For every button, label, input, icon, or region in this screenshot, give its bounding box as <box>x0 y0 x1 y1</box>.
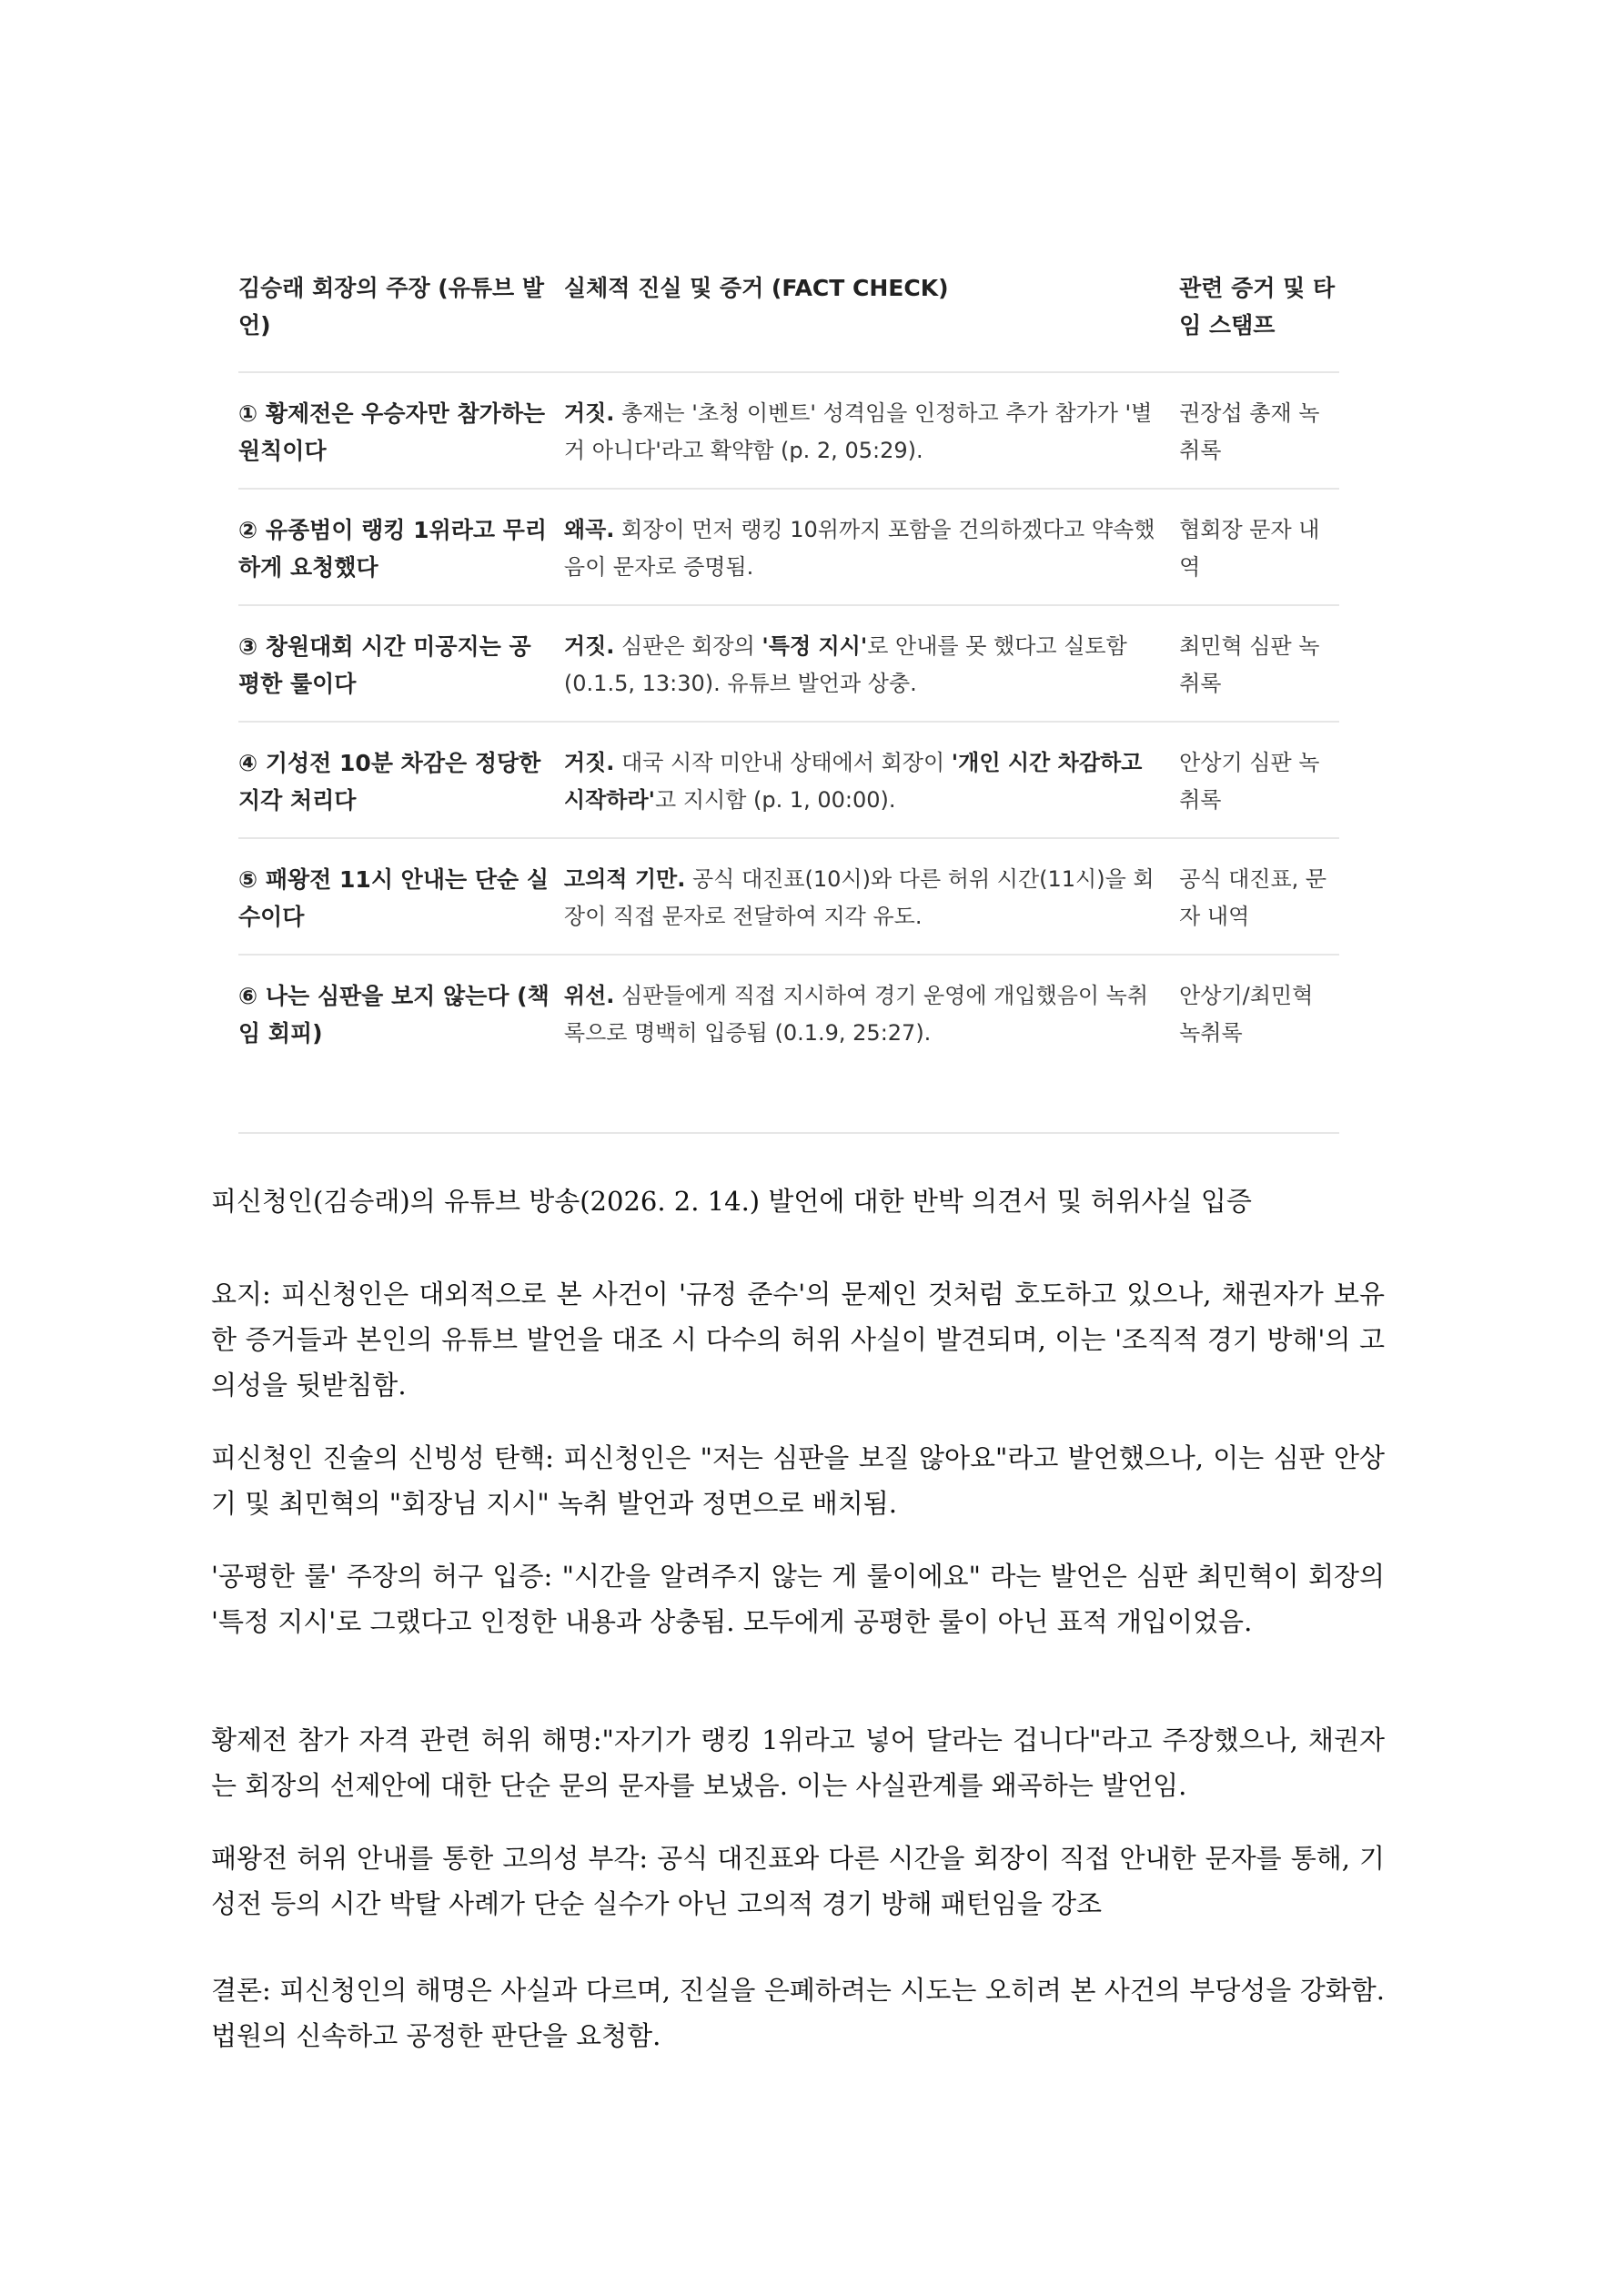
evidence-cell: 안상기/최민혁 녹취록 <box>1179 983 1314 1046</box>
paragraph-text: '공평한 룰' 주장의 허구 입증: "시간을 알려주지 않는 게 룰이에요" 라는 발언은 심판 최민혁이 회장의 '특정 지시'로 그랬다고 인정한 내용과 상충됨. 모두에게 공평한 룰이 아닌 표적 개입이었음. <box>211 1561 1385 1637</box>
paragraph-intent <box>211 1836 1385 1927</box>
evidence-cell: 권장섭 총재 녹취록 <box>1179 400 1320 463</box>
claim-cell: ③ 창원대회 시간 미공지는 공평한 룰이다 <box>238 633 531 697</box>
verdict: 거짓. <box>563 633 615 659</box>
table-row <box>238 956 1339 1134</box>
fact-text-tail: 고 지시함 (p. 1, 00:00). <box>655 787 896 813</box>
fact-text-tail: 로 안내를 못 했다고 실토함 (0.1.5, 13:30). 유튜브 발언과 상충. <box>563 633 1127 696</box>
claim-cell: ④ 기성전 10분 차감은 정당한 지각 처리다 <box>238 750 541 814</box>
evidence-cell: 협회장 문자 내역 <box>1179 517 1320 580</box>
table-header-row <box>238 266 1339 373</box>
evidence-cell: 공식 대진표, 문자 내역 <box>1179 866 1327 929</box>
header-fact-check: 실체적 진실 및 증거 (FACT CHECK) <box>563 275 949 301</box>
verdict: 위선. <box>563 983 615 1008</box>
paragraph-text: 피신청인 진술의 신빙성 탄핵: 피신청인은 "저는 심판을 보질 않아요"라고 발언했으나, 이는 심판 안상기 및 최민혁의 "회장님 지시" 녹취 발언과 정면으로 배치됨. <box>211 1442 1385 1519</box>
table-row <box>238 490 1339 606</box>
fact-cell <box>564 395 1179 468</box>
fact-text: 회장이 먼저 랭킹 10위까지 포함을 건의하겠다고 약속했음이 문자로 증명됨. <box>563 517 1155 580</box>
verdict: 왜곡. <box>563 517 615 542</box>
header-claim: 김승래 회장의 주장 (유튜브 발언) <box>238 275 545 339</box>
fact-cell <box>564 744 1179 817</box>
fact-text: 대국 시작 미안내 상태에서 회장이 <box>614 750 952 775</box>
paragraph-text: 황제전 참가 자격 관련 허위 해명:"자기가 랭킹 1위라고 넣어 달라는 겁니다"라고 주장했으나, 채권자는 회장의 선제안에 대한 단순 문의 문자를 보냈음. 이는 사실관계를 왜곡하는 발언임. <box>211 1725 1385 1801</box>
paragraph-text: 패왕전 허위 안내를 통한 고의성 부각: 공식 대진표와 다른 시간을 회장이 직접 안내한 문자를 통해, 기성전 등의 시간 박탈 사례가 단순 실수가 아닌 고의적 경기 방해 패턴임을 강조 <box>211 1843 1385 1919</box>
paragraph-credibility <box>211 1435 1385 1526</box>
fact-cell <box>564 628 1179 701</box>
paragraph-text: 결론: 피신청인의 해명은 사실과 다르며, 진실을 은폐하려는 시도는 오히려 본 사건의 부당성을 강화함. 법원의 신속하고 공정한 판단을 요청함. <box>211 1975 1385 2051</box>
paragraph-text: 요지: 피신청인은 대외적으로 본 사건이 '규정 준수'의 문제인 것처럼 호도하고 있으나, 채권자가 보유한 증거들과 본인의 유튜브 발언을 대조 시 다수의 허위 사실이 발견되며, 이는 '조직적 경기 방해'의 고의성을 뒷받침함. <box>211 1279 1385 1401</box>
paragraph-eligibility <box>211 1717 1385 1808</box>
fact-text: 심판은 회장의 <box>614 633 762 659</box>
fact-check-table <box>238 266 1339 1134</box>
claim-cell: ⑤ 패왕전 11시 안내는 단순 실수이다 <box>238 866 549 930</box>
table-row <box>238 723 1339 839</box>
fact-cell <box>564 977 1179 1112</box>
document-title-text: 피신청인(김승래)의 유튜브 방송(2026. 2. 14.) 발언에 대한 반박 의견서 및 허위사실 입증 <box>211 1186 1252 1217</box>
fact-text: 공식 대진표(10시)와 다른 허위 시간(11시)을 회장이 직접 문자로 전달하여 지각 유도. <box>563 866 1155 929</box>
table-row <box>238 606 1339 723</box>
table-row <box>238 839 1339 956</box>
fact-text: 총재는 '초청 이벤트' 성격임을 인정하고 추가 참가가 '별거 아니다'라고 확약함 (p. 2, 05:29). <box>563 400 1153 463</box>
claim-cell: ① 황제전은 우승자만 참가하는 원칙이다 <box>238 400 546 464</box>
fact-cell <box>564 861 1179 934</box>
verdict: 거짓. <box>563 750 615 775</box>
verdict: 고의적 기만. <box>563 866 686 892</box>
claim-cell: ② 유종범이 랭킹 1위라고 무리하게 요청했다 <box>238 517 548 581</box>
evidence-cell: 안상기 심판 녹취록 <box>1179 750 1320 813</box>
fact-emphasis: '특정 지시' <box>762 633 868 659</box>
evidence-cell: 최민혁 심판 녹취록 <box>1179 633 1320 696</box>
claim-cell: ⑥ 나는 심판을 보지 않는다 (책임 회피) <box>238 983 550 1047</box>
verdict: 거짓. <box>563 400 615 426</box>
paragraph-summary <box>211 1271 1385 1408</box>
paragraph-conclusion <box>211 1967 1385 2058</box>
fact-cell <box>564 511 1179 584</box>
paragraph-fair-rule <box>211 1553 1385 1644</box>
fact-emphasis: '개인 시간 차감하고 시작하라' <box>563 750 1143 813</box>
table-row <box>238 373 1339 490</box>
document-title <box>211 1178 1385 1224</box>
fact-text: 심판들에게 직접 지시하여 경기 운영에 개입했음이 녹취록으로 명백히 입증됨 (0.1.9, 25:27). <box>563 983 1149 1046</box>
header-evidence: 관련 증거 및 타임 스탬프 <box>1179 275 1336 339</box>
